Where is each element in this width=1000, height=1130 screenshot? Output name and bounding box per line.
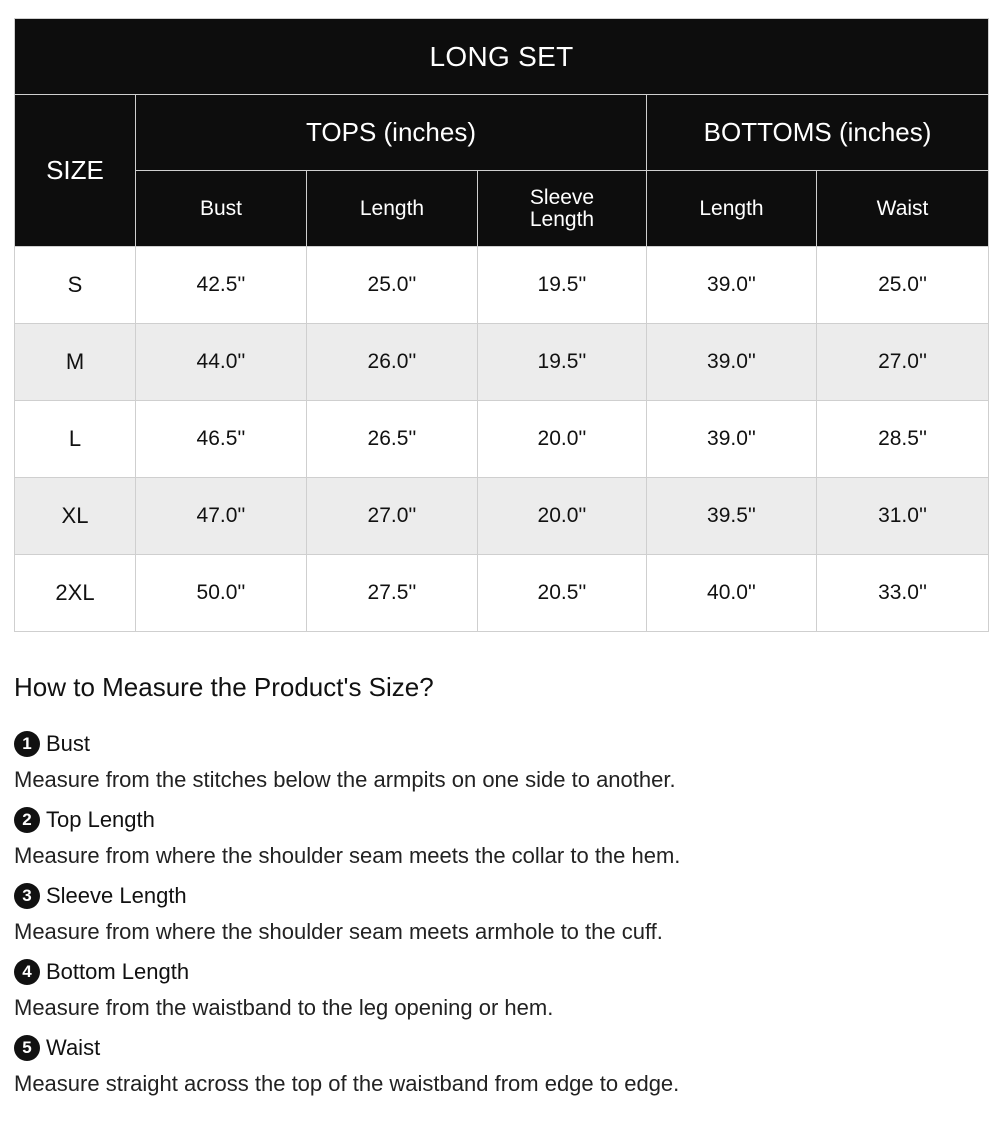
size-chart-table: [14, 18, 989, 632]
top-length-cell: 27.0'': [307, 478, 478, 555]
guide-item-description: Measure from the waistband to the leg opening or hem.: [14, 995, 554, 1020]
waist-cell: 31.0'': [817, 478, 989, 555]
bust-cell: 44.0'': [136, 324, 307, 401]
guide-item-heading: [14, 957, 974, 987]
guide-item-bottom-length: [14, 957, 974, 1023]
top-length-cell: 26.5'': [307, 401, 478, 478]
bust-cell: 42.5'': [136, 247, 307, 324]
guide-item-label: Bottom Length: [46, 959, 190, 984]
guide-item-heading: [14, 805, 974, 835]
number-2-circle-icon: 2: [14, 807, 40, 833]
sleeve-length-cell: 20.0'': [478, 401, 647, 478]
sleeve-length-cell: 20.5'': [478, 555, 647, 632]
table-row: [15, 555, 989, 632]
guide-item-description: Measure from where the shoulder seam meets armhole to the cuff.: [14, 919, 663, 944]
bottom-length-cell: 40.0'': [647, 555, 817, 632]
table-row: [15, 478, 989, 555]
number-1-circle-icon: 1: [14, 731, 40, 757]
bust-cell: 47.0'': [136, 478, 307, 555]
waist-cell: 33.0'': [817, 555, 989, 632]
measure-guide: [14, 672, 974, 1109]
guide-item-label: Waist: [46, 1035, 101, 1060]
sleeve-length-cell: 19.5'': [478, 324, 647, 401]
bottom-length-cell: 39.0'': [647, 247, 817, 324]
guide-item-sleeve-length: [14, 881, 974, 947]
size-cell: S: [15, 247, 136, 324]
table-row: [15, 247, 989, 324]
bottom-length-cell: 39.5'': [647, 478, 817, 555]
size-cell: L: [15, 401, 136, 478]
number-5-circle-icon: 5: [14, 1035, 40, 1061]
tops-length-header: Length: [307, 171, 478, 247]
guide-item-heading: [14, 881, 974, 911]
size-cell: M: [15, 324, 136, 401]
tops-bust-header: Bust: [136, 171, 307, 247]
top-length-cell: 27.5'': [307, 555, 478, 632]
guide-item-waist: [14, 1033, 974, 1099]
size-cell: 2XL: [15, 555, 136, 632]
waist-cell: 28.5'': [817, 401, 989, 478]
number-4-circle-icon: 4: [14, 959, 40, 985]
sleeve-length-cell: 19.5'': [478, 247, 647, 324]
guide-item-label: Bust: [46, 731, 91, 756]
bottoms-length-header: Length: [647, 171, 817, 247]
bottom-length-cell: 39.0'': [647, 324, 817, 401]
guide-item-label: Sleeve Length: [46, 883, 187, 908]
table-title: LONG SET: [15, 19, 989, 95]
top-length-cell: 26.0'': [307, 324, 478, 401]
guide-item-bust: [14, 729, 974, 795]
guide-item-description: Measure from the stitches below the armpits on one side to another.: [14, 767, 676, 792]
waist-cell: 27.0'': [817, 324, 989, 401]
guide-title: How to Measure the Product's Size?: [14, 672, 434, 702]
guide-item-description: Measure straight across the top of the waistband from edge to edge.: [14, 1071, 680, 1096]
size-column-header: SIZE: [15, 95, 136, 247]
bottoms-waist-header: Waist: [817, 171, 989, 247]
guide-item-top-length: [14, 805, 974, 871]
table-row: [15, 401, 989, 478]
number-3-circle-icon: 3: [14, 883, 40, 909]
waist-cell: 25.0'': [817, 247, 989, 324]
guide-item-heading: [14, 729, 974, 759]
tops-group-header: TOPS (inches): [136, 95, 647, 171]
sleeve-length-cell: 20.0'': [478, 478, 647, 555]
bust-cell: 46.5'': [136, 401, 307, 478]
size-cell: XL: [15, 478, 136, 555]
bust-cell: 50.0'': [136, 555, 307, 632]
table-row: [15, 324, 989, 401]
guide-item-label: Top Length: [46, 807, 155, 832]
tops-sleeve-length-header: Sleeve Length: [478, 171, 647, 247]
bottoms-group-header: BOTTOMS (inches): [647, 95, 989, 171]
top-length-cell: 25.0'': [307, 247, 478, 324]
guide-item-heading: [14, 1033, 974, 1063]
guide-item-description: Measure from where the shoulder seam meets the collar to the hem.: [14, 843, 681, 868]
bottom-length-cell: 39.0'': [647, 401, 817, 478]
